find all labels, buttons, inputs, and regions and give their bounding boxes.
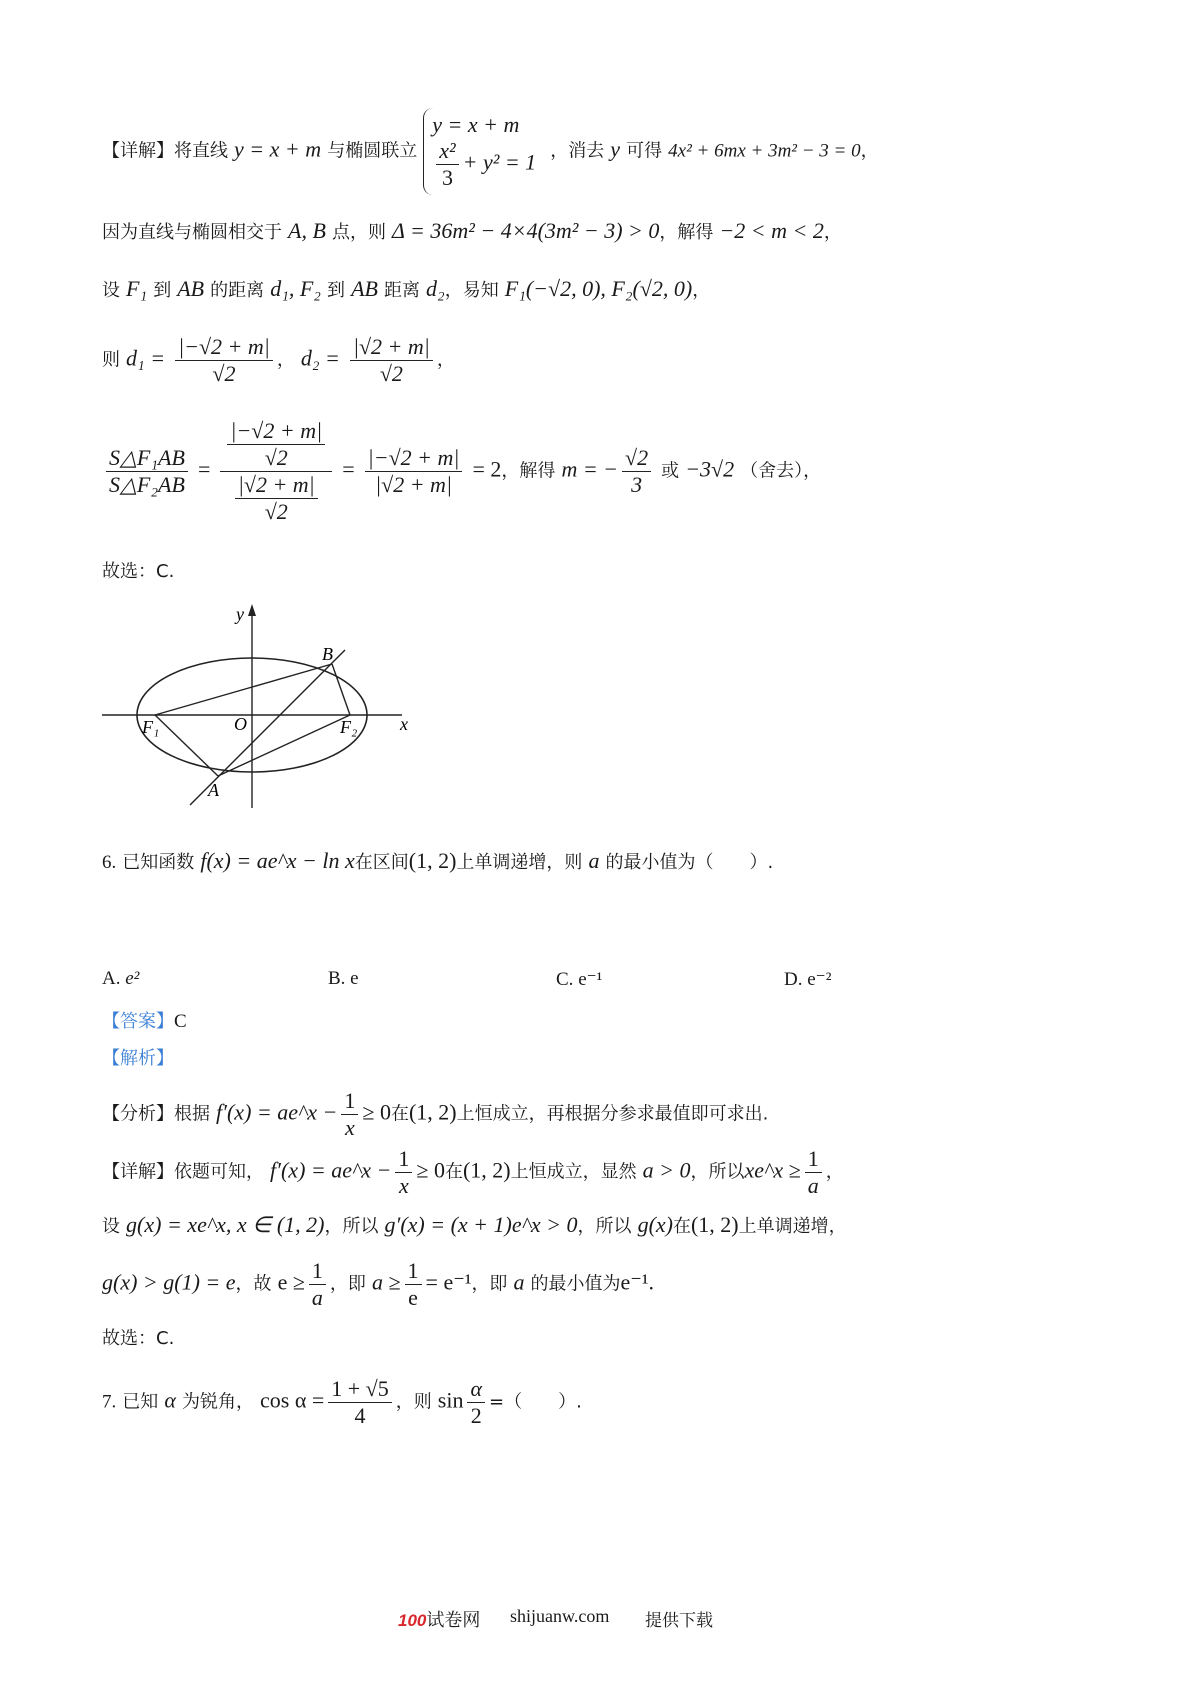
frac-den: x — [399, 1173, 409, 1198]
d1-label: d₁ = — [126, 345, 166, 371]
alpha: α — [164, 1387, 176, 1413]
detail-line-4 — [102, 336, 455, 385]
text: ，消去 — [550, 140, 605, 162]
footer-url[interactable]: shijuanw.com — [510, 1606, 610, 1626]
frac-num: |−√2 + m| — [227, 420, 325, 445]
text: ，则 — [395, 1391, 432, 1413]
x-label: x — [400, 714, 408, 734]
text: 将直线 — [174, 140, 228, 162]
frac-den — [220, 472, 332, 523]
frac-den: √2 — [264, 445, 288, 470]
frac-den: e — [408, 1285, 418, 1310]
frac-den: 2 — [470, 1403, 482, 1428]
a-positive: a > 0 — [642, 1157, 691, 1183]
option-letter: A. — [102, 968, 121, 989]
cos-expr: cos α = — [260, 1387, 325, 1413]
detail-2-line — [102, 1148, 844, 1197]
equation-system — [423, 108, 544, 195]
option-value: e² — [125, 968, 140, 989]
function-def: f(x) = ae^x − ln x — [200, 848, 355, 873]
text: . — [648, 1269, 655, 1295]
frac-num: 1 — [395, 1148, 412, 1173]
frac-num: |√2 + m| — [235, 474, 318, 499]
d2-fraction — [350, 336, 433, 385]
d2-label: d₂ = — [300, 345, 340, 371]
text: ，所以 — [324, 1216, 379, 1237]
detail-line-2 — [102, 220, 842, 242]
text: 到 — [153, 280, 172, 301]
text: 在 — [390, 1103, 409, 1125]
option-letter: C. — [556, 969, 574, 990]
b-label: B — [322, 644, 333, 664]
detail-label: 【详解】 — [102, 140, 174, 162]
frac-num — [220, 420, 332, 472]
frac-num: 1 — [405, 1260, 422, 1285]
option-a[interactable] — [102, 968, 139, 990]
frac-den: 3 — [631, 472, 643, 497]
inequality: ≥ 0 — [416, 1157, 445, 1183]
choice-2: 故选：C. — [102, 1328, 175, 1349]
option-b[interactable] — [328, 968, 359, 990]
discriminant: Δ = 36m² − 4×4(3m² − 3) > 0 — [392, 218, 660, 243]
derivative: f′(x) = ae^x − — [216, 1099, 338, 1125]
detail-tag: 【详解】 — [102, 1161, 174, 1183]
m-value: m = − — [561, 456, 619, 482]
text: ，所以 — [690, 1161, 745, 1183]
detail-line-3 — [102, 278, 710, 300]
y-label: y — [236, 604, 244, 624]
fraction — [405, 1260, 422, 1309]
text: + y² = 1 — [462, 149, 537, 175]
frac-num: S△F₁AB — [106, 447, 188, 472]
question-6 — [102, 850, 773, 872]
frac-num: α — [467, 1378, 485, 1403]
xe-ineq: xe^x ≥ — [744, 1157, 801, 1183]
footer-download[interactable]: 提供下载 — [645, 1611, 713, 1631]
frac-num: 1 — [341, 1090, 358, 1115]
line-equation: y = x + m — [234, 136, 322, 162]
site-name: 试卷网 — [426, 1610, 481, 1631]
g-ineq: g(x) > g(1) = e — [102, 1269, 236, 1295]
g-of-x: g(x) — [637, 1212, 673, 1237]
text: =（ ）. — [489, 1391, 582, 1413]
text: 上恒成立，显然 — [510, 1161, 637, 1183]
a-ineq: a ≥ — [371, 1269, 401, 1295]
text: 设 — [102, 1216, 120, 1237]
inequality: ≥ 0 — [362, 1099, 391, 1125]
text: 在 — [672, 1216, 691, 1237]
segment-f1a — [155, 715, 218, 776]
text: 点，则 — [331, 222, 386, 243]
interval: (1, 2) — [408, 848, 457, 873]
quadratic-result: 4x² + 6mx + 3m² − 3 = 0 — [668, 140, 861, 162]
text: ，即 — [329, 1273, 366, 1295]
text: ， — [436, 349, 455, 371]
frac-den: |√2 + m| — [375, 472, 452, 497]
ellipse-figure — [100, 600, 440, 810]
text: 到 — [327, 280, 346, 301]
text: 设 — [102, 280, 120, 301]
text: ，易知 — [444, 280, 499, 301]
text: ，所以 — [577, 1216, 632, 1237]
analysis-label: 【解析】 — [102, 1048, 174, 1069]
fraction — [395, 1148, 412, 1197]
text: ，即 — [471, 1273, 508, 1295]
segment-ab: AB — [351, 276, 378, 301]
variable: a — [513, 1269, 525, 1295]
option-text: B. e — [328, 968, 359, 989]
logo: 100 — [398, 1611, 427, 1630]
frac-den: a — [807, 1173, 819, 1198]
f1-label: F₁ — [142, 717, 160, 737]
text: 的距离 — [210, 280, 265, 301]
choice-1: 故选：C. — [102, 561, 175, 582]
frac-num: |−√2 + m| — [365, 447, 463, 472]
distance-d2: d₂ — [426, 276, 445, 301]
text: 已知 — [122, 1391, 159, 1413]
question-number: 6. — [102, 852, 117, 873]
g-def: g(x) = xe^x, x ∈ (1, 2) — [126, 1212, 325, 1237]
derivative: f′(x) = ae^x − — [270, 1157, 392, 1183]
frac-num: 1 + √5 — [328, 1378, 391, 1403]
text: 已知函数 — [122, 852, 195, 873]
option-letter: D. — [784, 969, 803, 990]
text: （舍去）， — [740, 460, 822, 482]
frac-den: 4 — [354, 1403, 366, 1428]
text: 为锐角， — [181, 1391, 254, 1413]
text: 依题可知， — [174, 1161, 264, 1183]
text: 根据 — [174, 1103, 210, 1125]
text: 的最小值为（ ）. — [605, 852, 774, 873]
sin-expr: sin — [437, 1387, 464, 1413]
text: 可得 — [626, 140, 663, 162]
question-number: 7. — [102, 1391, 117, 1413]
frac-den: a — [311, 1285, 323, 1310]
m-fraction — [622, 447, 651, 496]
g-derivative: g′(x) = (x + 1)e^x > 0 — [384, 1212, 578, 1237]
fraction — [309, 1260, 326, 1309]
fraction — [328, 1378, 391, 1427]
nested-fraction — [220, 420, 332, 523]
text: 在 — [444, 1161, 463, 1183]
f2-label: F₂ — [340, 717, 358, 737]
system-eq-2 — [432, 140, 536, 189]
text: ，解得 — [659, 222, 714, 243]
solution-range: −2 < m < 2 — [719, 218, 824, 243]
text: 在区间 — [354, 852, 409, 873]
y-axis-arrow — [248, 604, 256, 616]
frac-den: S△F₂AB — [109, 472, 185, 497]
simplified-fraction — [365, 447, 463, 496]
answer-label: 【答案】 — [102, 1011, 174, 1032]
frac-num: x² — [436, 140, 458, 165]
answer-value: C — [174, 1011, 187, 1032]
text: ， — [276, 349, 295, 371]
text: ， — [825, 1161, 844, 1183]
frac-den: 3 — [441, 165, 453, 190]
frac-den: √2 — [379, 361, 403, 386]
option-c[interactable] — [556, 968, 602, 991]
text: ， — [860, 140, 879, 162]
interval: (1, 2) — [408, 1099, 457, 1125]
interval: (1, 2) — [690, 1212, 739, 1237]
frac-den: √2 — [264, 499, 288, 524]
ratio-value: = 2 — [472, 456, 502, 482]
frac-num: √2 — [622, 447, 651, 472]
segment-bf2 — [332, 664, 350, 715]
segment-ab: AB — [177, 276, 205, 301]
points: A, B — [288, 218, 326, 243]
distance-d1: d₁, F₂ — [270, 276, 321, 301]
analysis-line — [102, 1090, 768, 1139]
fraction — [805, 1148, 822, 1197]
text: 或 — [661, 460, 680, 482]
analysis-tag: 【分析】 — [102, 1103, 174, 1125]
d1-fraction — [175, 336, 273, 385]
text: 与椭圆联立 — [327, 140, 418, 162]
frac-num: 1 — [309, 1260, 326, 1285]
foci-coords: F₁(−√2, 0), F₂(√2, 0) — [504, 276, 693, 301]
frac-num: |−√2 + m| — [175, 336, 273, 361]
frac-num: |√2 + m| — [350, 336, 433, 361]
alt-value: −3√2 — [685, 456, 735, 482]
e-inverse: = e⁻¹ — [425, 1269, 472, 1295]
text: 则 — [102, 349, 120, 371]
detail-line-1 — [102, 108, 879, 195]
text: ， — [823, 222, 842, 243]
text: 因为直线与椭圆相交于 — [102, 222, 282, 243]
text: ，故 — [235, 1273, 272, 1295]
interval: (1, 2) — [462, 1157, 511, 1183]
option-d[interactable] — [784, 968, 831, 991]
frac-num: 1 — [805, 1148, 822, 1173]
text: 距离 — [384, 280, 420, 301]
text: ， — [692, 280, 711, 301]
detail-line-5: $\frac{\text{S△F₁AB}}{\text{S△F₂AB}}$ = $\frac{\frac{|-√2 + m|}{√2}}{\frac{|√2 + m|}{√2}}$ = $\frac{|-√2 + m|}{|√2 + m|}$ = 2，解得 m = − $\frac{√2}{3}$ 或 −3√2 （舍去）， — [102, 420, 821, 523]
text: 上单调递增， — [738, 1216, 847, 1237]
variable: y — [610, 136, 621, 162]
origin-label: O — [234, 714, 247, 734]
text: 上单调递增，则 — [456, 852, 583, 873]
fraction — [341, 1090, 358, 1139]
answer-line — [102, 1012, 187, 1031]
variable: a — [588, 848, 600, 873]
text: 的最小值为 — [530, 1273, 621, 1295]
frac-den: √2 — [212, 361, 236, 386]
footer-brand[interactable] — [398, 1606, 480, 1632]
e-ineq: e ≥ — [277, 1269, 305, 1295]
g-line-1 — [102, 1214, 847, 1236]
min-value: e⁻¹ — [620, 1269, 649, 1295]
a-label: A — [208, 780, 219, 800]
g-line-2 — [102, 1260, 654, 1309]
text: ，解得 — [501, 460, 556, 482]
focus-f1: F₁ — [126, 276, 148, 301]
option-value: e⁻¹ — [578, 969, 603, 990]
fraction — [467, 1378, 485, 1427]
text: 上恒成立，再根据分参求最值即可求出. — [456, 1103, 769, 1125]
area-ratio — [106, 447, 188, 496]
question-7 — [102, 1378, 582, 1427]
option-value: e⁻² — [807, 969, 832, 990]
system-eq-1: y = x + m — [432, 112, 520, 137]
frac-den: x — [345, 1115, 355, 1140]
